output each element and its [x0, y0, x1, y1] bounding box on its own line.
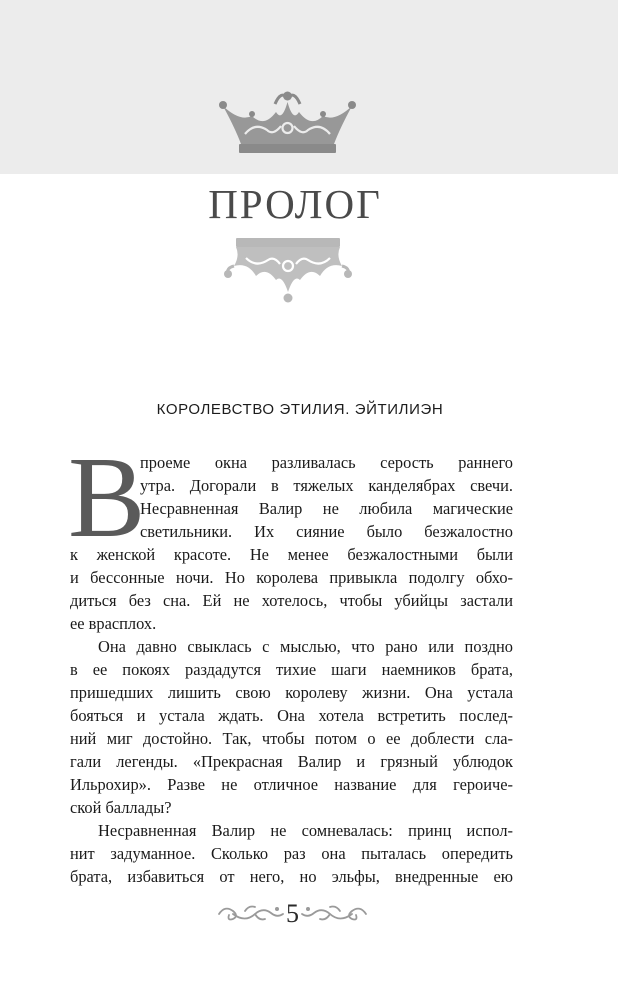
- flourish-right-icon: [298, 897, 370, 931]
- text-line: нит задуманное. Сколько раз она пыталась опередить: [70, 844, 513, 863]
- text-line: в ее покоях раздадутся тихие шаги наемников брата,: [70, 660, 513, 679]
- location-heading: КОРОЛЕВСТВО ЭТИЛИЯ. ЭЙТИЛИЭН: [156, 401, 444, 418]
- text-line: Несравненная Валир не сомневалась: принц испол-: [98, 821, 513, 840]
- text-line: Ильрохир». Разве не отличное название для героиче-: [70, 775, 513, 794]
- page-folio: [215, 897, 370, 931]
- text-line: бояться и устала ждать. Она хотела встретить послед-: [70, 706, 513, 725]
- text-line: к женской красоте. Не менее безжалостными были: [70, 545, 513, 564]
- text-line: Она давно свыклась с мыслью, что рано или поздно: [98, 637, 513, 656]
- text-line: ее врасплох.: [70, 614, 157, 633]
- text-line: светильники. Их сияние было безжалостно: [140, 522, 513, 541]
- text-line: пришедших лишить свою королеву жизни. Она устала: [70, 683, 513, 702]
- chapter-title: ПРОЛОГ: [208, 181, 382, 227]
- page-number: 5: [286, 899, 299, 928]
- text-line: утра. Догорали в тяжелых канделябрах свечи.: [140, 476, 513, 495]
- text-line: брата, избавиться от него, но эльфы, внедренные ею: [70, 867, 513, 886]
- text-line: ской баллады?: [70, 798, 172, 817]
- crown-ornament-bottom-icon: [218, 236, 358, 308]
- crown-ornament-icon: [215, 88, 360, 160]
- text-line: ний миг достойно. Так, чтобы потом о ее доблести сла-: [70, 729, 513, 748]
- text-line: и бессонные ночи. Но королева привыкла подолгу обхо-: [70, 568, 513, 587]
- text-line: проеме окна разливалась серость раннего: [140, 453, 513, 472]
- text-line: гали легенды. «Прекрасная Валир и грязный ублюдок: [70, 752, 513, 771]
- text-line: Несравненная Валир не любила магические: [140, 499, 513, 518]
- drop-cap: В: [68, 434, 146, 562]
- text-line: диться без сна. Ей не хотелось, чтобы убийцы застали: [70, 591, 513, 610]
